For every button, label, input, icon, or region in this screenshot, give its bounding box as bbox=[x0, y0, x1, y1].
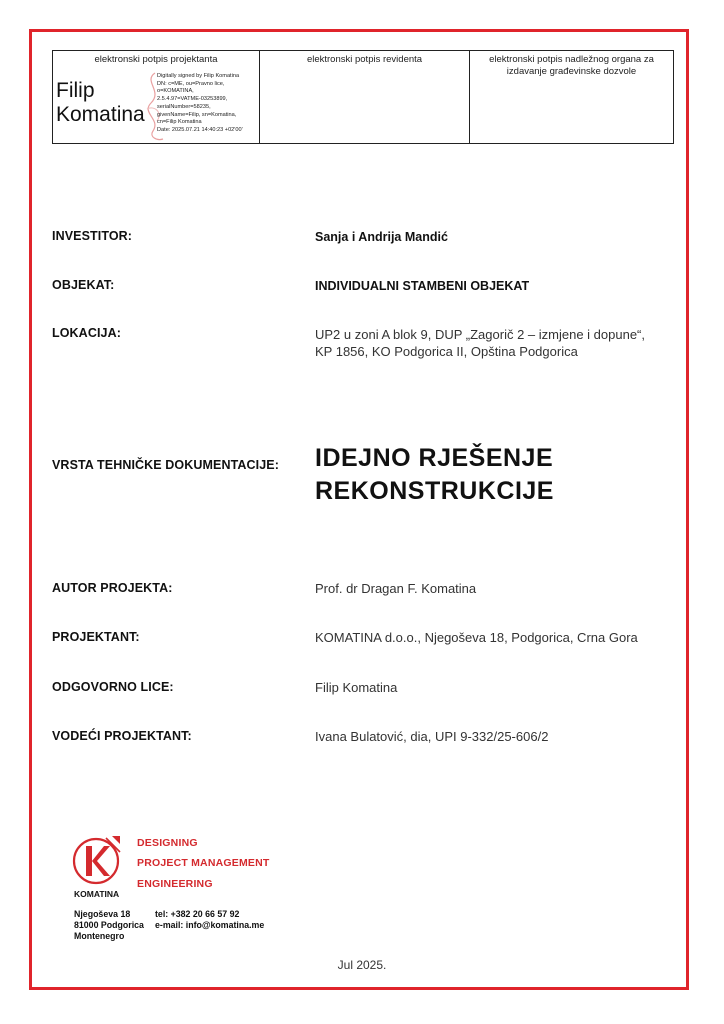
author-value: Prof. dr Dragan F. Komatina bbox=[315, 581, 477, 596]
responsible-person-label: ODGOVORNO LICE: bbox=[52, 680, 174, 694]
signer-first-name: Filip bbox=[56, 79, 95, 102]
reviewer-signature-header: elektronski potpis revidenta bbox=[306, 54, 423, 65]
address-street: Njegoševa 18 bbox=[74, 909, 131, 919]
address-city: 81000 Podgorica bbox=[74, 920, 144, 930]
signer-name bbox=[56, 79, 145, 127]
designer-value: KOMATINA d.o.o., Njegoševa 18, Podgorica, Crna Gora bbox=[315, 630, 638, 645]
company-address bbox=[74, 909, 144, 942]
authority-signature-cell bbox=[470, 51, 673, 143]
object-label: OBJEKAT: bbox=[52, 278, 115, 292]
signer-last-name: Komatina bbox=[56, 103, 145, 126]
tagline-designing: DESIGNING bbox=[137, 837, 198, 849]
object-value: INDIVIDUALNI STAMBENI OBJEKAT bbox=[315, 279, 530, 293]
document-title-line-1: IDEJNO RJEŠENJE bbox=[315, 444, 554, 472]
company-phone: tel: +382 20 66 57 92 bbox=[155, 909, 240, 919]
authority-signature-header: elektronski potpis nadležnog organa za izdavanje građevinske dozvole bbox=[489, 54, 654, 77]
document-title bbox=[315, 442, 554, 508]
author-label: AUTOR PROJEKTA: bbox=[52, 581, 173, 595]
digital-signature-details: Digitally signed by Filip Komatina DN: c=ME, ou=Pravno lice, o=KOMATINA, 2.5.4.97=VATME-03253899, serialNumber=58235, givenName=Filip, sn=Komatina, cn=Filip Komatina Date: 2025.07.21 14:40:23 +02'00' bbox=[157, 73, 243, 133]
investor-value: Sanja i Andrija Mandić bbox=[315, 230, 448, 244]
responsible-person-value: Filip Komatina bbox=[315, 680, 398, 695]
investor-label: INVESTITOR: bbox=[52, 229, 133, 243]
company-contacts bbox=[155, 909, 264, 931]
address-country: Montenegro bbox=[74, 931, 125, 941]
designer-signature-header: elektronski potpis projektanta bbox=[94, 54, 218, 65]
komatina-logo-icon bbox=[68, 832, 130, 890]
document-title-line-2: REKONSTRUKCIJE bbox=[315, 477, 554, 505]
lead-designer-label: VODEĆI PROJEKTANT: bbox=[52, 729, 192, 743]
document-date: Jul 2025. bbox=[337, 958, 387, 972]
signature-table bbox=[52, 50, 674, 144]
reviewer-signature-cell bbox=[260, 51, 470, 143]
location-line-1: UP2 u zoni A blok 9, DUP „Zagorič 2 – izmjene i dopune“, bbox=[315, 327, 645, 342]
designer-label: PROJEKTANT: bbox=[52, 630, 140, 644]
lead-designer-value: Ivana Bulatović, dia, UPI 9-332/25-606/2 bbox=[315, 729, 549, 744]
location-value bbox=[315, 326, 645, 360]
location-label: LOKACIJA: bbox=[52, 326, 121, 340]
designer-signature-cell bbox=[53, 51, 260, 143]
company-name: KOMATINA bbox=[74, 889, 120, 899]
location-line-2: KP 1856, KO Podgorica II, Opština Podgorica bbox=[315, 344, 578, 359]
company-email: e-mail: info@komatina.me bbox=[155, 920, 265, 930]
tagline-engineering: ENGINEERING bbox=[137, 878, 213, 890]
doc-type-label: VRSTA TEHNIČKE DOKUMENTACIJE: bbox=[52, 458, 279, 472]
tagline-project-management: PROJECT MANAGEMENT bbox=[137, 857, 270, 869]
